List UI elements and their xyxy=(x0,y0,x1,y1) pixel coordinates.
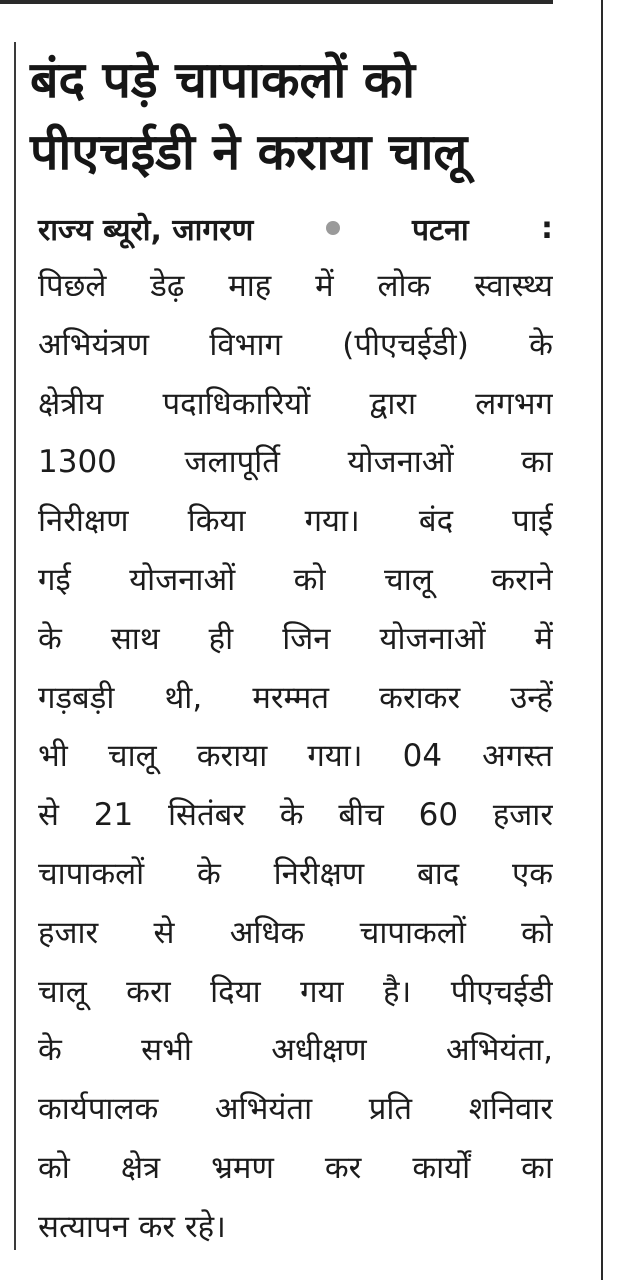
body-line: को क्षेत्र भ्रमण कर कार्यों का xyxy=(38,1149,553,1186)
article-headline xyxy=(30,44,560,188)
bullet-dot-icon xyxy=(326,221,340,235)
body-line: के साथ ही जिन योजनाओं में xyxy=(38,620,553,657)
headline-line-1: बंद पड़े चापाकलों को xyxy=(30,51,416,109)
dateline-colon: : xyxy=(540,210,553,246)
byline: राज्य ब्यूरो, जागरण xyxy=(38,212,254,248)
dateline-location: पटना xyxy=(412,212,469,248)
body-line: पिछले डेढ़ माह में लोक स्वास्थ्य xyxy=(38,268,553,304)
dateline xyxy=(38,203,553,253)
body-line: चालू करा दिया गया है। पीएचईडी xyxy=(38,973,553,1010)
article-body xyxy=(38,257,553,1257)
body-line: गई योजनाओं को चालू कराने xyxy=(38,561,553,598)
body-line: निरीक्षण किया गया। बंद पाई xyxy=(38,503,553,540)
body-line: क्षेत्रीय पदाधिकारियों द्वारा लगभग xyxy=(38,385,553,422)
body-line: से 21 सितंबर के बीच 60 हजार xyxy=(38,797,553,834)
body-line: के सभी अधीक्षण अभियंता, xyxy=(38,1032,553,1069)
top-rule xyxy=(0,0,553,4)
headline-line-2: पीएचईडी ने कराया चालू xyxy=(30,123,468,181)
body-line: 1300 जलापूर्ति योजनाओं का xyxy=(38,444,553,481)
body-line: सत्यापन कर रहे। xyxy=(38,1208,226,1245)
body-line: अभियंत्रण विभाग (पीएचईडी) के xyxy=(38,326,553,363)
column-left-rule xyxy=(14,42,16,1250)
column-right-rule xyxy=(601,0,603,1280)
body-line: भी चालू कराया गया। 04 अगस्त xyxy=(38,738,553,775)
body-line: कार्यपालक अभियंता प्रति शनिवार xyxy=(38,1091,553,1128)
body-line: चापाकलों के निरीक्षण बाद एक xyxy=(38,855,553,892)
body-line: गड़बड़ी थी, मरम्मत कराकर उन्हें xyxy=(38,679,553,716)
body-line: हजार से अधिक चापाकलों को xyxy=(38,914,553,951)
